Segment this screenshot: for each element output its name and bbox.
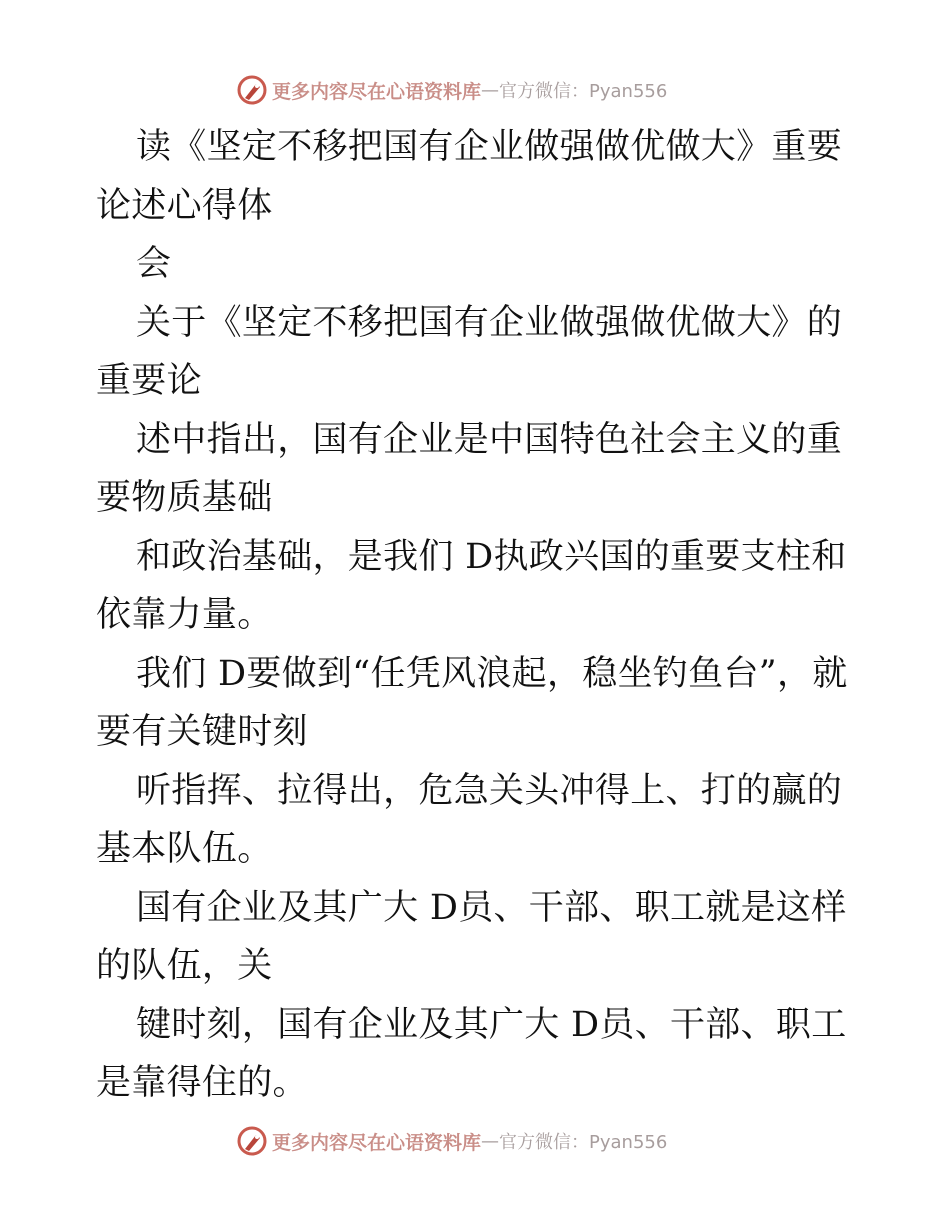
paragraph: 国有企业及其广大 D员、干部、职工就是这样的队伍，关: [96, 887, 847, 986]
paragraph-title: 读《坚定不移把国有企业做强做优做大》重要论述心得体: [96, 127, 843, 226]
pen-nib-circle-icon: [236, 1125, 268, 1157]
paragraph: 和政治基础，是我们 D执政兴国的重要支柱和依靠力量。: [96, 536, 847, 635]
paragraph: 听指挥、拉得出，危急关头冲得上、打的赢的基本队伍。: [96, 770, 843, 869]
watermark-main-text: 更多内容尽在心语资料库: [272, 80, 482, 103]
watermark-wechat-text: 官方微信：Pyan556: [499, 1132, 668, 1153]
watermark-main-text: 更多内容尽在心语资料库: [272, 1131, 482, 1154]
watermark-footer: [236, 1124, 667, 1158]
paragraph: 键时刻，国有企业及其广大 D员、干部、职工是靠得住的。: [96, 1004, 847, 1103]
paragraph: 关于《坚定不移把国有企业做强做优做大》的重要论: [96, 302, 843, 401]
paragraph: 述中指出，国有企业是中国特色社会主义的重要物质基础: [96, 419, 843, 518]
watermark-dash: —: [481, 79, 500, 101]
watermark-wechat-text: 官方微信：Pyan556: [499, 81, 668, 102]
paragraph: 我们 D要做到“任凭风浪起，稳坐钓鱼台”，就要有关键时刻: [96, 653, 848, 752]
pen-nib-circle-icon: [236, 74, 268, 106]
document-body: [96, 118, 856, 1113]
watermark-dash: —: [481, 1130, 500, 1152]
watermark-header: [236, 73, 667, 107]
paragraph-title-continuation: 会: [136, 244, 172, 284]
